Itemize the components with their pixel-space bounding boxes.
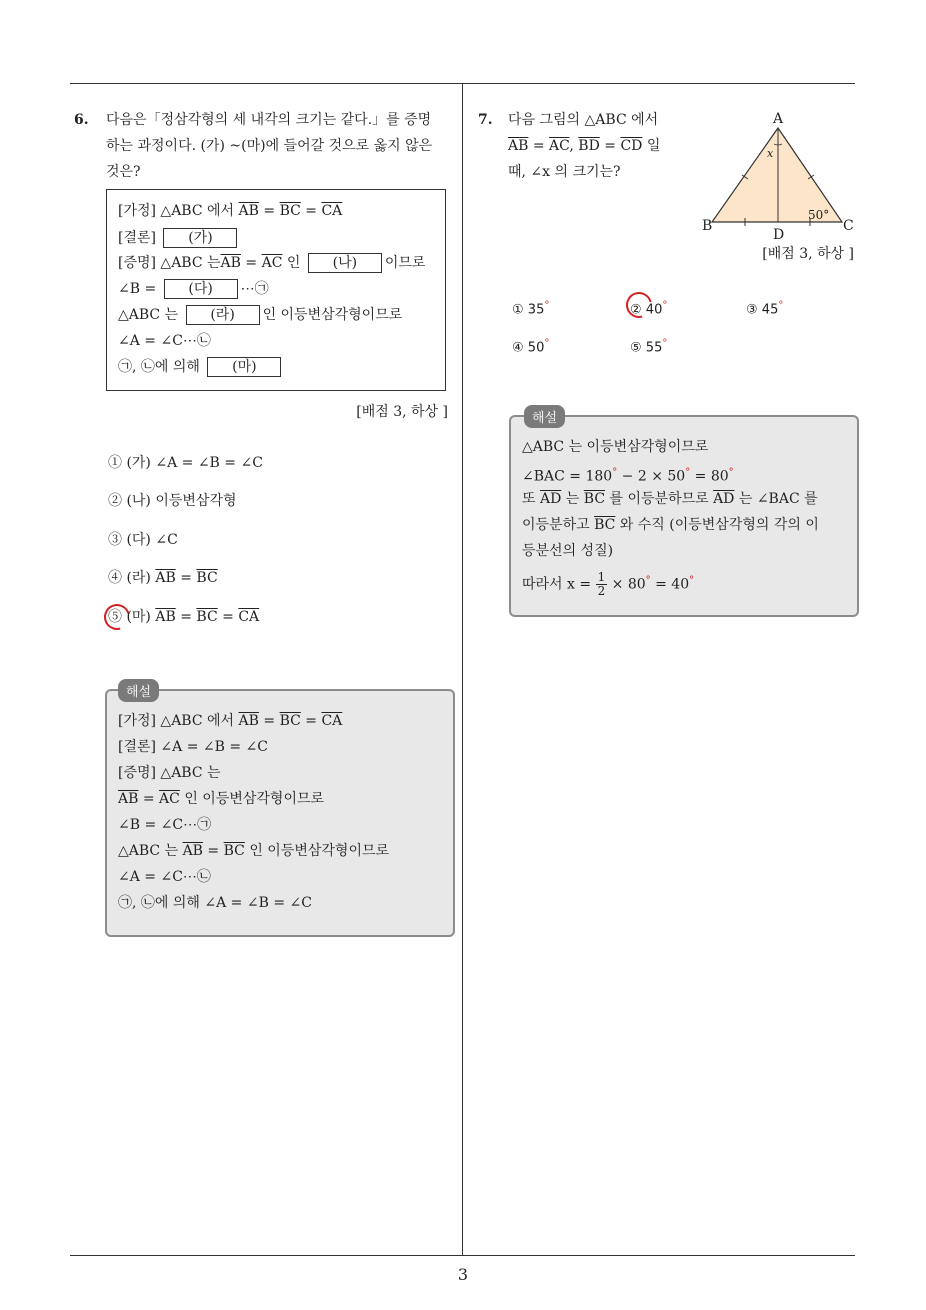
proof-text: [결론]: [118, 230, 161, 246]
segment-ad: $\overline{AD}$: [539, 491, 562, 507]
q6-proof-line4: [118, 279, 269, 299]
segment-ab: $\overline{AB}$: [238, 203, 259, 219]
column-divider: [462, 83, 463, 1256]
q6-choice-4[interactable]: [108, 568, 218, 588]
q6-stem-line1: 다음은「정삼각형의 세 내각의 크기는 같다.」를 증명: [106, 112, 432, 128]
comma: ,: [569, 138, 579, 154]
sol-text: = 40: [650, 576, 690, 593]
sol-text: 와 수직 (이등변삼각형의 각의 이: [615, 517, 819, 533]
choice-text: (가) ∠A = ∠B = ∠C: [122, 455, 263, 471]
equals: =: [240, 255, 262, 271]
q6-stem-line3: 것은?: [106, 164, 141, 180]
label-c: C: [843, 218, 854, 234]
label-d: D: [773, 227, 785, 242]
q6-proof-line3: [118, 253, 425, 273]
choice-text: (마): [122, 609, 156, 625]
q7-choice-3[interactable]: [746, 296, 783, 320]
q7-sol-line1: △ABC 는 이등변삼각형이므로: [522, 439, 709, 455]
sol-text: 또: [522, 491, 540, 507]
q7-choice-4[interactable]: [512, 334, 549, 358]
fraction-numerator: 1: [597, 570, 606, 585]
degree-mark: °: [728, 467, 734, 478]
proof-text: 인: [282, 255, 305, 271]
q7-stem-line1: 다음 그림의 △ABC 에서: [508, 112, 659, 128]
segment-bc: $\overline{BC}$: [223, 843, 245, 859]
segment-cd: $\overline{CD}$: [620, 138, 643, 154]
blank-ga: (가): [163, 228, 237, 248]
choice-value: 35: [527, 302, 545, 318]
choice-number: ②: [108, 493, 122, 509]
q6-proof-line7: [118, 357, 284, 377]
proof-text: [증명] △ABC 는: [118, 255, 221, 271]
q6-sol-line1: [118, 711, 342, 731]
q6-choice-3[interactable]: [108, 530, 178, 550]
segment-ab: $\overline{AB}$: [155, 570, 176, 586]
equals: =: [528, 138, 550, 154]
sol-text: △ABC 는: [118, 843, 183, 859]
segment-ca: $\overline{CA}$: [321, 713, 343, 729]
sol-text: 따라서 x =: [522, 576, 596, 593]
choice-number: ③: [746, 302, 758, 318]
choice-number: ③: [108, 532, 122, 548]
equals: =: [300, 203, 322, 219]
segment-ca: $\overline{CA}$: [321, 203, 343, 219]
choice-number: ④: [512, 340, 524, 356]
label-a: A: [773, 112, 784, 127]
proof-text: [가정] △ABC 에서: [118, 203, 239, 219]
sol-text: 를 이등분하므로: [605, 491, 714, 507]
segment-ab: $\overline{AB}$: [508, 138, 529, 154]
equals: =: [175, 609, 197, 625]
choice-value: 45: [761, 302, 779, 318]
q6-choice-2[interactable]: [108, 491, 237, 511]
sol-text: 는 ∠BAC 를: [734, 491, 818, 507]
choice-value: 50: [527, 340, 545, 356]
proof-text: 인 이등변삼각형이므로: [262, 307, 403, 323]
segment-ac: $\overline{AC}$: [261, 255, 283, 271]
segment-bc: $\overline{BC}$: [279, 713, 301, 729]
q6-proof-line5: [118, 305, 402, 325]
q7-triangle-figure: [698, 112, 858, 242]
equals: =: [217, 609, 239, 625]
proof-text: △ABC 는: [118, 307, 183, 323]
blank-ra: (라): [186, 305, 260, 325]
blank-ma: (마): [207, 357, 281, 377]
degree-mark: °: [645, 575, 651, 586]
sol-text: 이등분하고: [522, 517, 595, 533]
q6-solution-tag: 해설: [118, 679, 159, 702]
q6-proof-line6: ∠A = ∠C⋯㉡: [118, 333, 211, 349]
degree-mark: °: [612, 467, 618, 478]
q6-sol-line6: [118, 841, 389, 861]
q7-stem-line2: [508, 136, 660, 156]
q7-stem-line3: 때, ∠x 의 크기는?: [508, 164, 621, 180]
sol-text: × 80: [607, 576, 646, 593]
segment-ab: $\overline{AB}$: [220, 255, 241, 271]
label-b: B: [702, 218, 713, 234]
sol-text: 인 이등변삼각형이므로: [179, 791, 325, 807]
q7-solution-tag: 해설: [524, 405, 565, 428]
q7-choice-5[interactable]: [630, 334, 667, 358]
sol-text: = 80: [690, 468, 729, 485]
segment-bc: $\overline{BC}$: [279, 203, 301, 219]
fraction-denominator: 2: [597, 584, 606, 599]
segment-ad: $\overline{AD}$: [713, 491, 735, 507]
segment-bc: $\overline{BC}$: [583, 491, 606, 507]
choice-text: (라): [122, 570, 156, 586]
choice-number: ⑤: [630, 340, 642, 356]
q6-proof-line2: [118, 228, 240, 248]
proof-text: ⋯㉠: [240, 281, 269, 297]
choice-text: (나) 이등변삼각형: [122, 493, 237, 509]
sol-text: − 2 × 50: [617, 468, 686, 485]
choice-value: 55: [645, 340, 663, 356]
q6-sol-line3: [증명] △ABC 는: [118, 765, 221, 781]
choice-number: ⑤: [108, 609, 122, 625]
sol-text: ∠BAC = 180: [522, 468, 613, 485]
q7-score: [배점 3, 하상 ]: [762, 246, 854, 262]
segment-bc: $\overline{BC}$: [594, 517, 616, 533]
segment-ab: $\overline{AB}$: [155, 609, 176, 625]
equals: =: [138, 791, 160, 807]
degree-mark: °: [544, 338, 550, 349]
stem-text: 일: [642, 138, 661, 154]
choice-number: ①: [108, 455, 122, 471]
segment-ac: $\overline{AC}$: [159, 791, 180, 807]
segment-ab: $\overline{AB}$: [182, 843, 203, 859]
choice-value: 40: [645, 302, 663, 318]
q7-choice-1[interactable]: [512, 296, 549, 320]
segment-bc: $\overline{BC}$: [196, 609, 218, 625]
segment-ab: $\overline{AB}$: [238, 713, 259, 729]
q6-score: [배점 3, 하상 ]: [356, 404, 448, 420]
q7-choice-2[interactable]: [630, 296, 667, 320]
degree-mark: °: [685, 467, 691, 478]
page-number: 3: [457, 1265, 469, 1284]
degree-mark: °: [778, 300, 784, 311]
q6-sol-line4: [118, 789, 324, 809]
blank-na: (나): [308, 253, 382, 273]
label-x: x: [767, 147, 774, 160]
q7-sol-line5: 등분선의 성질): [522, 543, 614, 559]
equals: =: [258, 713, 280, 729]
segment-ca: $\overline{CA}$: [238, 609, 260, 625]
segment-ab: $\overline{AB}$: [118, 791, 139, 807]
proof-text: 이므로: [384, 255, 426, 271]
q6-number: 6.: [74, 112, 89, 128]
q6-sol-line8: ㉠, ㉡에 의해 ∠A = ∠B = ∠C: [118, 895, 312, 911]
q7-sol-line4: [522, 515, 819, 535]
q6-sol-line7: ∠A = ∠C⋯㉡: [118, 869, 211, 885]
q6-sol-line2: [결론] ∠A = ∠B = ∠C: [118, 739, 268, 755]
degree-mark: °: [689, 575, 695, 586]
q7-sol-line3: [522, 489, 818, 509]
blank-da: (다): [164, 279, 238, 299]
proof-text: ㉠, ㉡에 의해: [118, 359, 205, 375]
q6-stem-line2: 하는 과정이다. (가) ~(마)에 들어갈 것으로 옳지 않은: [106, 138, 433, 154]
fraction: [596, 571, 608, 598]
q7-sol-line6: [522, 566, 694, 600]
degree-mark: °: [662, 300, 668, 311]
equals: =: [599, 138, 621, 154]
choice-number: ①: [512, 302, 524, 318]
q6-choice-1[interactable]: [108, 453, 263, 473]
label-angle-c: 50°: [808, 208, 830, 222]
sol-text: [가정] △ABC 에서: [118, 713, 239, 729]
q7-number: 7.: [478, 112, 493, 128]
q6-choice-5[interactable]: [108, 607, 259, 627]
equals: =: [258, 203, 280, 219]
sol-text: 인 이등변삼각형이므로: [244, 843, 390, 859]
equals: =: [202, 843, 224, 859]
choice-number: ②: [630, 302, 642, 318]
sol-text: 는: [561, 491, 584, 507]
segment-bd: $\overline{BD}$: [578, 138, 600, 154]
q7-sol-line2: [522, 463, 734, 487]
equals: =: [175, 570, 197, 586]
q6-proof-line1: [118, 201, 342, 221]
equals: =: [300, 713, 322, 729]
q6-sol-line5: ∠B = ∠C⋯㉠: [118, 817, 212, 833]
degree-mark: °: [544, 300, 550, 311]
segment-bc: $\overline{BC}$: [196, 570, 218, 586]
segment-ac: $\overline{AC}$: [549, 138, 570, 154]
choice-number: ④: [108, 570, 122, 586]
choice-text: (다) ∠C: [122, 532, 178, 548]
degree-mark: °: [662, 338, 668, 349]
proof-text: ∠B =: [118, 281, 161, 297]
